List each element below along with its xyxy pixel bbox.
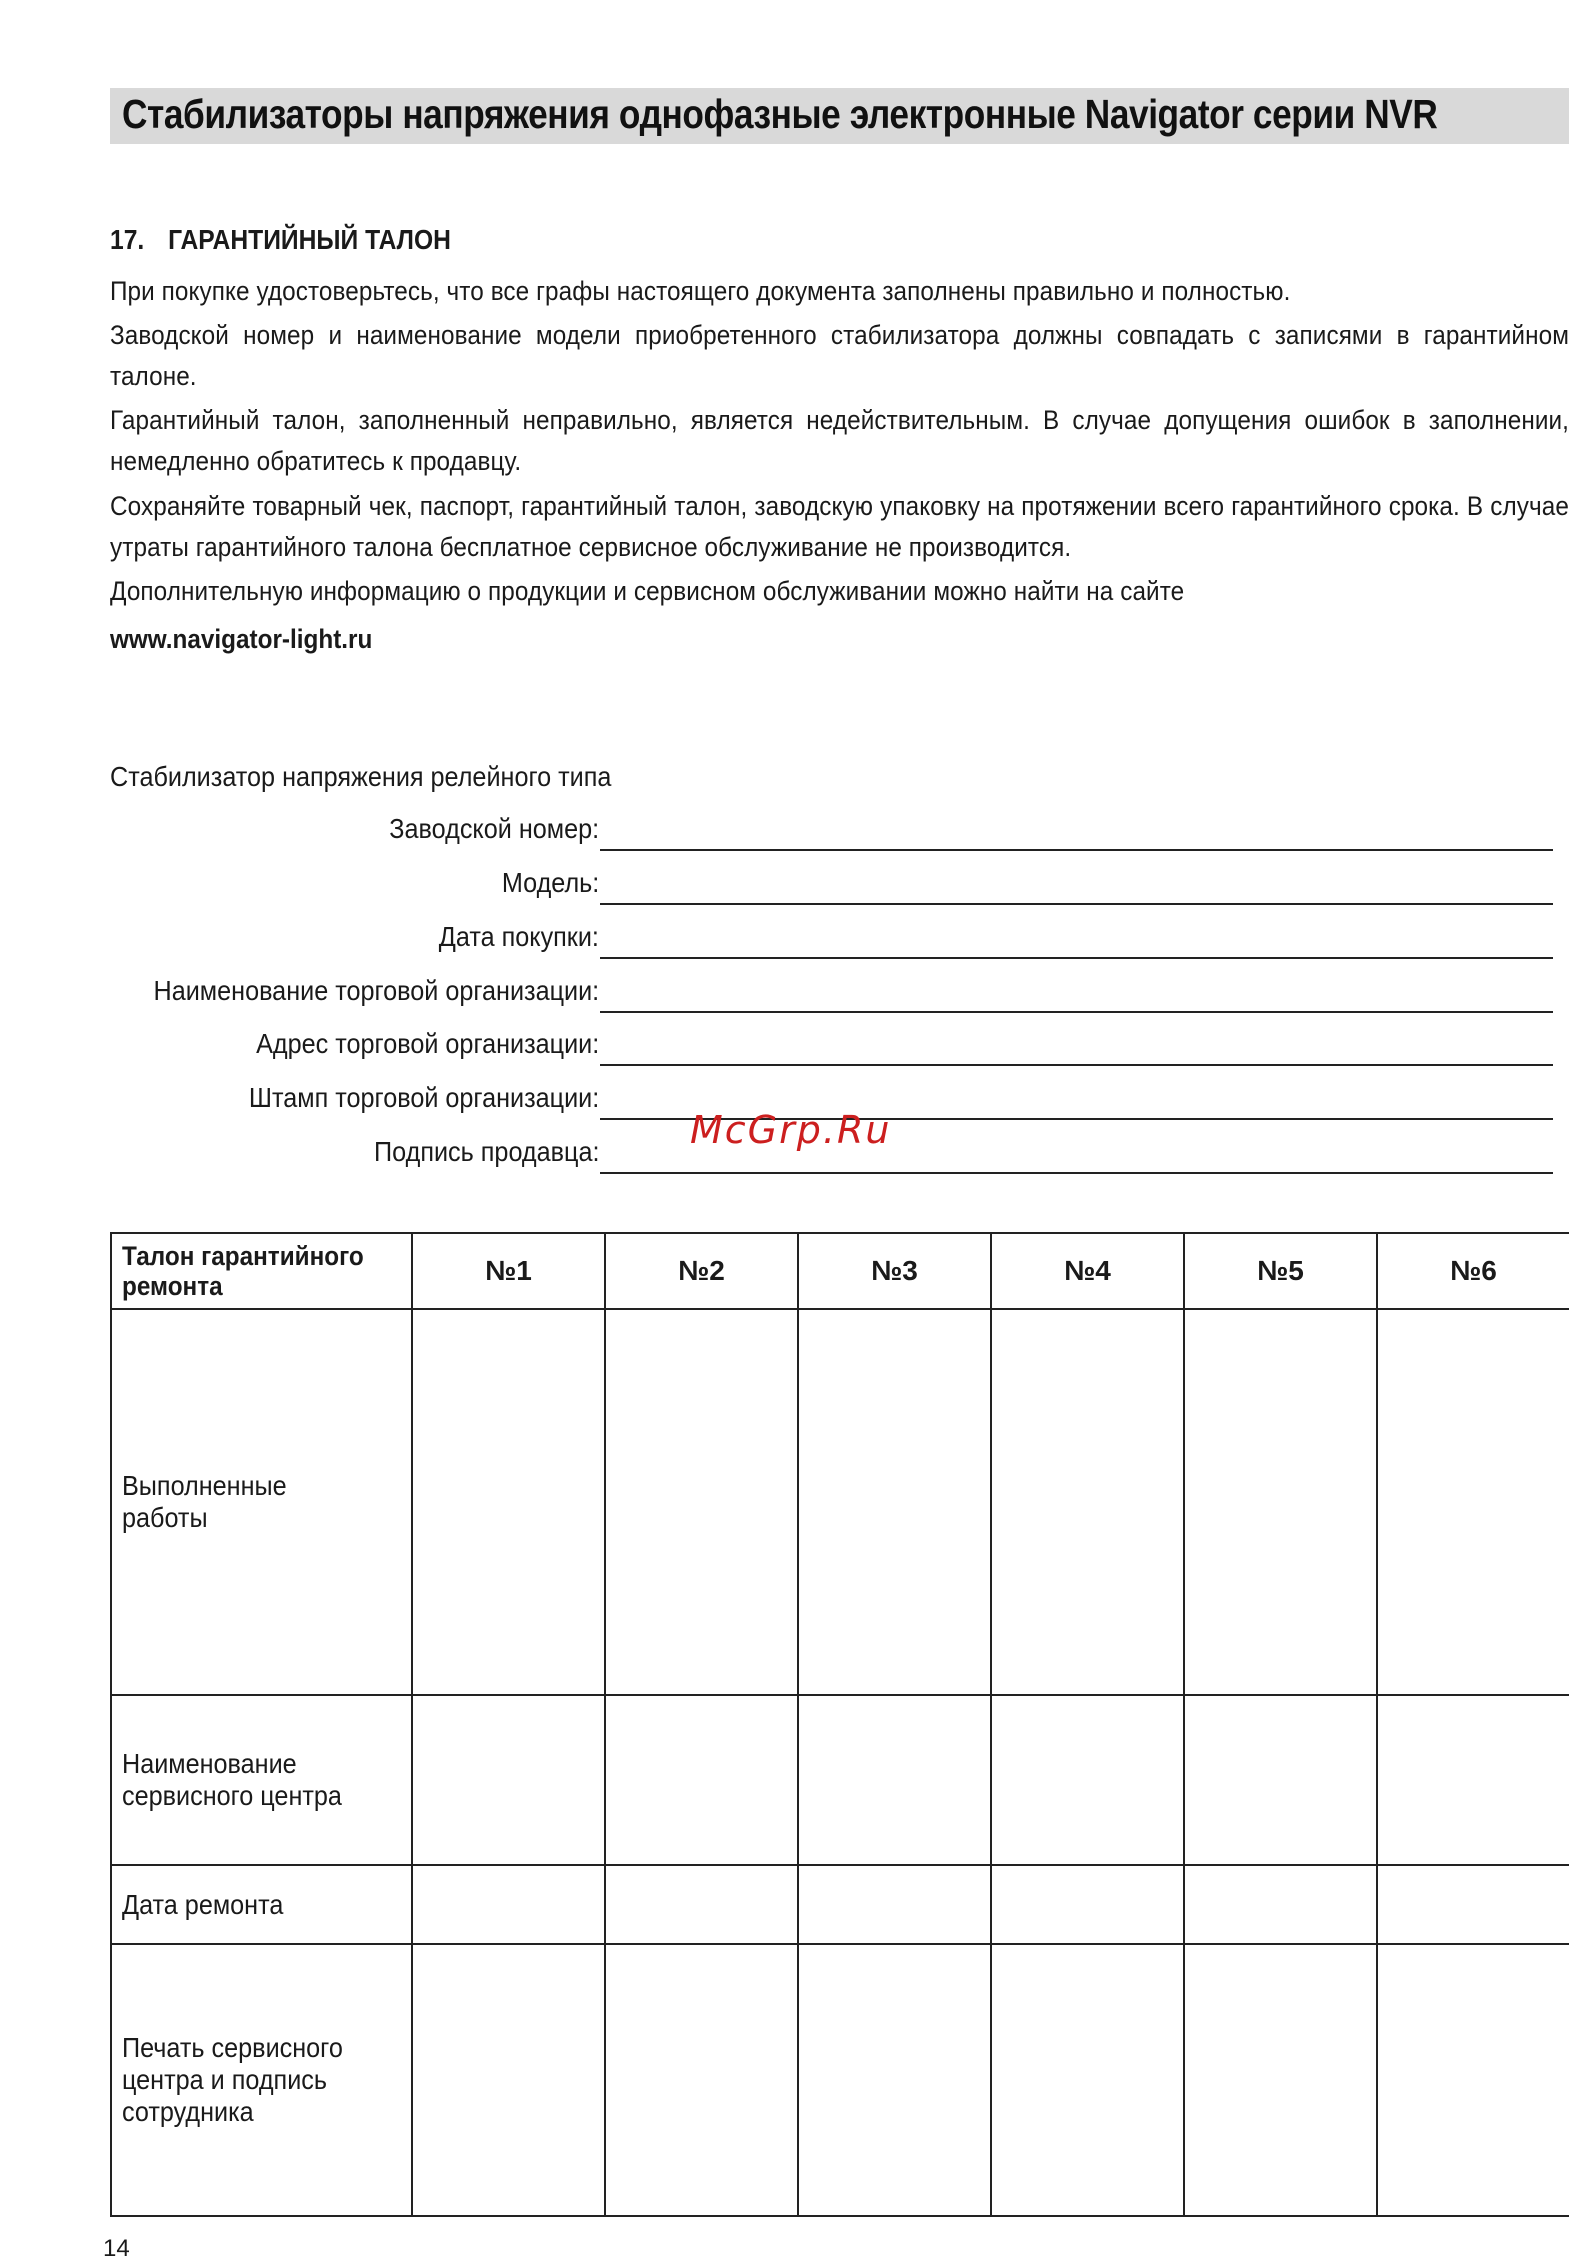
form-label-org-name: Наименование торговой организации: bbox=[153, 975, 599, 1006]
table-cell[interactable] bbox=[1184, 1944, 1377, 2216]
table-cell[interactable] bbox=[798, 1695, 991, 1865]
table-cell[interactable] bbox=[412, 1865, 605, 1944]
row-label-repair-date: Дата ремонта bbox=[111, 1865, 412, 1944]
column-header-6: №6 bbox=[1377, 1233, 1569, 1309]
table-header-row bbox=[111, 1233, 1569, 1309]
column-header-5: №5 bbox=[1184, 1233, 1377, 1309]
table-cell[interactable] bbox=[605, 1944, 798, 2216]
form-label-model: Модель: bbox=[501, 867, 599, 898]
page-number: 14 bbox=[103, 2235, 130, 2262]
column-header-1: №1 bbox=[412, 1233, 605, 1309]
table-cell[interactable] bbox=[798, 1944, 991, 2216]
form-label-org-stamp: Штамп торговой организации: bbox=[248, 1082, 599, 1113]
table-cell[interactable] bbox=[1377, 1309, 1569, 1695]
paragraph-2: Заводской номер и наименование модели приобретенного стабилизатора должны совпадать с записями в гарантийном талоне. bbox=[110, 320, 1569, 391]
table-cell[interactable] bbox=[412, 1309, 605, 1695]
row-label-stamp-signature: Печать сервисного центра и подпись сотрудника bbox=[111, 1944, 412, 2216]
table-cell[interactable] bbox=[412, 1695, 605, 1865]
page-title: Стабилизаторы напряжения однофазные электронные Navigator серии NVR bbox=[122, 91, 1438, 137]
column-header-3: №3 bbox=[798, 1233, 991, 1309]
form-label-org-address: Адрес торговой организации: bbox=[255, 1028, 599, 1059]
form-row-purchase-date bbox=[0, 921, 1569, 961]
table-cell[interactable] bbox=[1377, 1944, 1569, 2216]
serial-number-field[interactable] bbox=[600, 849, 1553, 851]
section-title: ГАРАНТИЙНЫЙ ТАЛОН bbox=[168, 224, 451, 255]
purchase-date-field[interactable] bbox=[600, 957, 1553, 959]
table-cell[interactable] bbox=[798, 1865, 991, 1944]
table-cell[interactable] bbox=[605, 1309, 798, 1695]
table-cell[interactable] bbox=[1184, 1309, 1377, 1695]
seller-signature-field[interactable] bbox=[600, 1172, 1553, 1174]
form-label-purchase-date: Дата покупки: bbox=[438, 921, 599, 952]
form-label-seller-signature: Подпись продавца: bbox=[373, 1136, 599, 1167]
org-address-field[interactable] bbox=[600, 1064, 1553, 1066]
table-row bbox=[111, 1944, 1569, 2216]
form-row-serial bbox=[0, 813, 1569, 853]
section-number: 17. bbox=[110, 224, 145, 255]
table-row bbox=[111, 1309, 1569, 1695]
table-cell[interactable] bbox=[605, 1695, 798, 1865]
table-cell[interactable] bbox=[412, 1944, 605, 2216]
paragraph-1: При покупке удостоверьтесь, что все графы настоящего документа заполнены правильно и полностью. bbox=[110, 276, 1291, 306]
form-label-serial: Заводской номер: bbox=[389, 813, 599, 844]
website-link[interactable]: www.navigator-light.ru bbox=[110, 624, 373, 654]
table-row bbox=[111, 1865, 1569, 1944]
table-cell[interactable] bbox=[1184, 1695, 1377, 1865]
row-label-service-center: Наименование сервисного центра bbox=[111, 1695, 412, 1865]
form-row-org-name bbox=[0, 975, 1569, 1015]
table-cell[interactable] bbox=[798, 1309, 991, 1695]
column-header-2: №2 bbox=[605, 1233, 798, 1309]
table-cell[interactable] bbox=[991, 1944, 1184, 2216]
row-label-work-done: Выполненные работы bbox=[111, 1309, 412, 1695]
form-row-model bbox=[0, 867, 1569, 907]
form-row-org-address bbox=[0, 1028, 1569, 1068]
table-header-label: Талон гарантийного ремонта bbox=[111, 1233, 412, 1309]
table-cell[interactable] bbox=[1184, 1865, 1377, 1944]
model-field[interactable] bbox=[600, 903, 1553, 905]
column-header-4: №4 bbox=[991, 1233, 1184, 1309]
watermark: McGrp.Ru bbox=[690, 1108, 892, 1152]
table-cell[interactable] bbox=[991, 1309, 1184, 1695]
repair-table bbox=[110, 1232, 1569, 2217]
table-row bbox=[111, 1695, 1569, 1865]
table-cell[interactable] bbox=[605, 1865, 798, 1944]
paragraph-5: Дополнительную информацию о продукции и сервисном обслуживании можно найти на сайте bbox=[110, 576, 1185, 606]
table-cell[interactable] bbox=[1377, 1865, 1569, 1944]
section-heading bbox=[110, 224, 451, 256]
device-type: Стабилизатор напряжения релейного типа bbox=[110, 761, 612, 792]
org-name-field[interactable] bbox=[600, 1011, 1553, 1013]
table-cell[interactable] bbox=[991, 1695, 1184, 1865]
paragraph-4: Сохраняйте товарный чек, паспорт, гарантийный талон, заводскую упаковку на протяжении всего гарантийного срока. В случае утраты гарантийного талона бесплатное сервисное обслуживание не производится. bbox=[110, 491, 1569, 562]
paragraph-3: Гарантийный талон, заполненный неправильно, является недействительным. В случае допущения ошибок в заполнении, немедленно обратитесь к продавцу. bbox=[110, 405, 1569, 476]
table-cell[interactable] bbox=[1377, 1695, 1569, 1865]
table-cell[interactable] bbox=[991, 1865, 1184, 1944]
